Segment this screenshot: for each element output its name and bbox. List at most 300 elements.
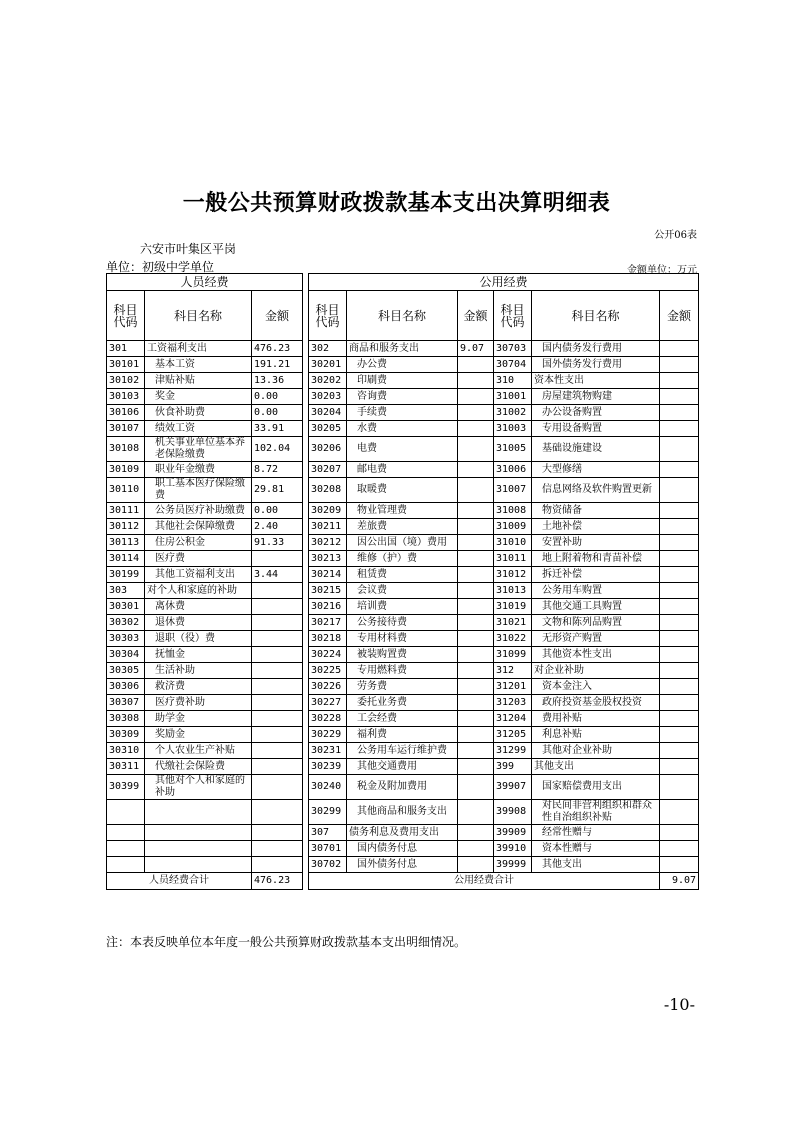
item-name bbox=[145, 841, 252, 857]
item-code: 31002 bbox=[494, 405, 532, 421]
item-code: 31022 bbox=[494, 631, 532, 647]
item-name: 文物和陈列品购置 bbox=[532, 615, 660, 631]
item-code: 30108 bbox=[107, 437, 145, 462]
item-name: 政府投资基金股权投资 bbox=[532, 695, 660, 711]
table-row bbox=[107, 551, 699, 567]
table-row bbox=[107, 503, 699, 519]
item-name: 伙食补助费 bbox=[145, 405, 252, 421]
item-code: 30207 bbox=[309, 462, 347, 478]
table-row bbox=[107, 567, 699, 583]
item-name: 对个人和家庭的补助 bbox=[145, 583, 252, 599]
item-name: 拆迁补偿 bbox=[532, 567, 660, 583]
table-row bbox=[107, 841, 699, 857]
item-amount bbox=[660, 727, 699, 743]
table-row bbox=[107, 437, 699, 462]
item-amount bbox=[458, 679, 494, 695]
item-code: 31299 bbox=[494, 743, 532, 759]
item-name: 公务员医疗补助缴费 bbox=[145, 503, 252, 519]
item-code: 30225 bbox=[309, 663, 347, 679]
table-row bbox=[107, 663, 699, 679]
item-code: 30231 bbox=[309, 743, 347, 759]
section-personnel-header: 人员经费 bbox=[107, 274, 303, 291]
table-row bbox=[107, 857, 699, 873]
item-name: 地上附着物和青苗补偿 bbox=[532, 551, 660, 567]
item-code: 30106 bbox=[107, 405, 145, 421]
item-code: 30704 bbox=[494, 357, 532, 373]
item-amount bbox=[252, 599, 303, 615]
item-amount bbox=[660, 519, 699, 535]
item-name: 其他交通费用 bbox=[347, 759, 458, 775]
table-row bbox=[107, 535, 699, 551]
item-name: 被装购置费 bbox=[347, 647, 458, 663]
item-code: 30307 bbox=[107, 695, 145, 711]
item-name bbox=[145, 800, 252, 825]
item-amount bbox=[458, 478, 494, 503]
item-name: 信息网络及软件购置更新 bbox=[532, 478, 660, 503]
item-amount bbox=[458, 857, 494, 873]
item-name: 公务用车运行维护费 bbox=[347, 743, 458, 759]
item-name: 生活补助 bbox=[145, 663, 252, 679]
item-name: 其他支出 bbox=[532, 759, 660, 775]
item-code: 30301 bbox=[107, 599, 145, 615]
item-amount bbox=[660, 583, 699, 599]
item-amount bbox=[458, 519, 494, 535]
item-code: 30306 bbox=[107, 679, 145, 695]
item-amount bbox=[252, 727, 303, 743]
item-amount bbox=[458, 583, 494, 599]
total-public-amount: 9.07 bbox=[660, 873, 699, 890]
item-amount bbox=[458, 567, 494, 583]
item-name: 税金及附加费用 bbox=[347, 775, 458, 800]
item-name: 绩效工资 bbox=[145, 421, 252, 437]
item-amount: 0.00 bbox=[252, 405, 303, 421]
item-code: 31205 bbox=[494, 727, 532, 743]
item-amount: 0.00 bbox=[252, 389, 303, 405]
table-row bbox=[107, 743, 699, 759]
item-code: 30199 bbox=[107, 567, 145, 583]
item-amount bbox=[458, 841, 494, 857]
item-name: 电费 bbox=[347, 437, 458, 462]
item-name: 国家赔偿费用支出 bbox=[532, 775, 660, 800]
col-header-name: 科目名称 bbox=[532, 291, 660, 341]
table-row bbox=[107, 631, 699, 647]
item-name: 会议费 bbox=[347, 583, 458, 599]
money-unit-label: 金额单位：万元 bbox=[627, 265, 697, 276]
item-code: 30308 bbox=[107, 711, 145, 727]
item-amount bbox=[660, 647, 699, 663]
item-code: 30201 bbox=[309, 357, 347, 373]
item-amount bbox=[660, 567, 699, 583]
item-code: 31013 bbox=[494, 583, 532, 599]
item-amount bbox=[252, 551, 303, 567]
item-code: 307 bbox=[309, 825, 347, 841]
item-amount bbox=[660, 462, 699, 478]
item-name: 租赁费 bbox=[347, 567, 458, 583]
footnote: 注：本表反映单位本年度一般公共预算财政拨款基本支出明细情况。 bbox=[106, 935, 467, 949]
item-name: 救济费 bbox=[145, 679, 252, 695]
item-code: 30110 bbox=[107, 478, 145, 503]
item-amount bbox=[458, 727, 494, 743]
item-code: 31010 bbox=[494, 535, 532, 551]
item-code: 30111 bbox=[107, 503, 145, 519]
item-name: 国外债务付息 bbox=[347, 857, 458, 873]
item-amount bbox=[660, 373, 699, 389]
item-code: 301 bbox=[107, 341, 145, 357]
item-name: 工资福利支出 bbox=[145, 341, 252, 357]
item-amount bbox=[252, 841, 303, 857]
item-name: 住房公积金 bbox=[145, 535, 252, 551]
item-amount: 9.07 bbox=[458, 341, 494, 357]
item-amount bbox=[660, 599, 699, 615]
item-amount bbox=[458, 389, 494, 405]
item-name: 商品和服务支出 bbox=[347, 341, 458, 357]
item-code: 302 bbox=[309, 341, 347, 357]
item-code: 31201 bbox=[494, 679, 532, 695]
col-header-code: 科目代码 bbox=[494, 291, 532, 341]
item-amount bbox=[660, 679, 699, 695]
item-name: 房屋建筑物购建 bbox=[532, 389, 660, 405]
item-amount bbox=[458, 800, 494, 825]
item-name: 办公设备购置 bbox=[532, 405, 660, 421]
item-name: 邮电费 bbox=[347, 462, 458, 478]
item-amount bbox=[458, 405, 494, 421]
item-code: 31001 bbox=[494, 389, 532, 405]
item-code: 30217 bbox=[309, 615, 347, 631]
item-name: 费用补贴 bbox=[532, 711, 660, 727]
item-name: 因公出国（境）费用 bbox=[347, 535, 458, 551]
item-code: 30212 bbox=[309, 535, 347, 551]
region-label: 六安市叶集区平岗 bbox=[140, 242, 237, 256]
item-code: 31099 bbox=[494, 647, 532, 663]
item-amount bbox=[252, 647, 303, 663]
item-code: 30701 bbox=[309, 841, 347, 857]
item-amount: 8.72 bbox=[252, 462, 303, 478]
item-code: 30240 bbox=[309, 775, 347, 800]
table-row bbox=[107, 478, 699, 503]
section-public-header: 公用经费 bbox=[309, 274, 699, 291]
item-amount bbox=[458, 437, 494, 462]
item-amount bbox=[660, 437, 699, 462]
item-name: 公务接待费 bbox=[347, 615, 458, 631]
item-name: 手续费 bbox=[347, 405, 458, 421]
item-code: 31009 bbox=[494, 519, 532, 535]
table-row bbox=[107, 341, 699, 357]
col-header-code: 科目代码 bbox=[107, 291, 145, 341]
item-code: 30209 bbox=[309, 503, 347, 519]
item-amount bbox=[660, 695, 699, 711]
item-code: 30205 bbox=[309, 421, 347, 437]
item-amount bbox=[252, 695, 303, 711]
item-amount bbox=[660, 341, 699, 357]
page-number: -10- bbox=[663, 995, 695, 1014]
item-amount bbox=[660, 615, 699, 631]
item-code bbox=[107, 800, 145, 825]
item-code: 30305 bbox=[107, 663, 145, 679]
item-code: 31005 bbox=[494, 437, 532, 462]
item-code: 39908 bbox=[494, 800, 532, 825]
item-code: 31007 bbox=[494, 478, 532, 503]
item-name: 专用材料费 bbox=[347, 631, 458, 647]
table-row bbox=[107, 679, 699, 695]
item-code: 30202 bbox=[309, 373, 347, 389]
item-code: 30309 bbox=[107, 727, 145, 743]
item-name: 差旅费 bbox=[347, 519, 458, 535]
item-name: 安置补助 bbox=[532, 535, 660, 551]
item-name: 利息补贴 bbox=[532, 727, 660, 743]
item-amount bbox=[458, 647, 494, 663]
item-code bbox=[107, 825, 145, 841]
item-code: 31011 bbox=[494, 551, 532, 567]
item-name: 抚恤金 bbox=[145, 647, 252, 663]
col-header-name: 科目名称 bbox=[347, 291, 458, 341]
item-name: 资本性支出 bbox=[532, 373, 660, 389]
item-amount bbox=[252, 775, 303, 800]
item-amount bbox=[458, 663, 494, 679]
item-amount bbox=[458, 599, 494, 615]
item-code bbox=[107, 857, 145, 873]
item-amount: 13.36 bbox=[252, 373, 303, 389]
item-amount bbox=[458, 373, 494, 389]
item-amount bbox=[660, 759, 699, 775]
item-name: 委托业务费 bbox=[347, 695, 458, 711]
unit-label: 单位：初级中学单位 bbox=[106, 260, 215, 274]
item-name: 其他交通工具购置 bbox=[532, 599, 660, 615]
item-amount bbox=[458, 759, 494, 775]
table-row bbox=[107, 825, 699, 841]
item-code: 30311 bbox=[107, 759, 145, 775]
table-row bbox=[107, 389, 699, 405]
total-row bbox=[107, 873, 699, 890]
table-row bbox=[107, 583, 699, 599]
item-name: 维修（护）费 bbox=[347, 551, 458, 567]
item-name: 劳务费 bbox=[347, 679, 458, 695]
item-name: 土地补偿 bbox=[532, 519, 660, 535]
item-name: 取暖费 bbox=[347, 478, 458, 503]
item-code: 30303 bbox=[107, 631, 145, 647]
item-amount bbox=[252, 631, 303, 647]
item-code: 31012 bbox=[494, 567, 532, 583]
item-amount bbox=[252, 759, 303, 775]
item-amount bbox=[660, 357, 699, 373]
item-name: 国外债务发行费用 bbox=[532, 357, 660, 373]
item-name: 离休费 bbox=[145, 599, 252, 615]
item-code: 30211 bbox=[309, 519, 347, 535]
item-amount bbox=[458, 503, 494, 519]
item-amount bbox=[252, 825, 303, 841]
item-code: 30310 bbox=[107, 743, 145, 759]
item-amount bbox=[252, 615, 303, 631]
item-name bbox=[145, 825, 252, 841]
item-code: 310 bbox=[494, 373, 532, 389]
item-name: 专用设备购置 bbox=[532, 421, 660, 437]
total-public-label: 公用经费合计 bbox=[309, 873, 660, 890]
item-name: 基础设施建设 bbox=[532, 437, 660, 462]
item-code: 30203 bbox=[309, 389, 347, 405]
item-amount bbox=[252, 743, 303, 759]
item-name: 其他对个人和家庭的补助 bbox=[145, 775, 252, 800]
item-code: 30107 bbox=[107, 421, 145, 437]
item-code: 30302 bbox=[107, 615, 145, 631]
item-name: 无形资产购置 bbox=[532, 631, 660, 647]
table-row bbox=[107, 800, 699, 825]
item-amount bbox=[458, 711, 494, 727]
item-name: 津贴补贴 bbox=[145, 373, 252, 389]
item-code: 30229 bbox=[309, 727, 347, 743]
item-amount: 0.00 bbox=[252, 503, 303, 519]
item-name: 退休费 bbox=[145, 615, 252, 631]
item-amount bbox=[458, 421, 494, 437]
item-code: 30213 bbox=[309, 551, 347, 567]
item-name: 水费 bbox=[347, 421, 458, 437]
item-amount bbox=[458, 631, 494, 647]
item-amount bbox=[458, 615, 494, 631]
item-name: 国内债务付息 bbox=[347, 841, 458, 857]
item-code: 30114 bbox=[107, 551, 145, 567]
item-name: 国内债务发行费用 bbox=[532, 341, 660, 357]
table-row bbox=[107, 421, 699, 437]
item-code: 30109 bbox=[107, 462, 145, 478]
total-personnel-label: 人员经费合计 bbox=[107, 873, 252, 890]
item-code: 30216 bbox=[309, 599, 347, 615]
table-row bbox=[107, 405, 699, 421]
item-code: 31204 bbox=[494, 711, 532, 727]
item-name: 助学金 bbox=[145, 711, 252, 727]
item-name: 其他支出 bbox=[532, 857, 660, 873]
item-amount bbox=[458, 775, 494, 800]
item-code: 39907 bbox=[494, 775, 532, 800]
item-amount bbox=[660, 743, 699, 759]
item-code: 39910 bbox=[494, 841, 532, 857]
item-amount bbox=[252, 800, 303, 825]
item-code: 30304 bbox=[107, 647, 145, 663]
item-name: 物资储备 bbox=[532, 503, 660, 519]
item-name: 职工基本医疗保险缴费 bbox=[145, 478, 252, 503]
item-code: 30208 bbox=[309, 478, 347, 503]
table-row bbox=[107, 519, 699, 535]
table-row bbox=[107, 727, 699, 743]
table-row bbox=[107, 695, 699, 711]
item-amount bbox=[660, 841, 699, 857]
item-amount bbox=[660, 800, 699, 825]
item-name: 奖金 bbox=[145, 389, 252, 405]
item-code: 30214 bbox=[309, 567, 347, 583]
col-header-amount: 金额 bbox=[458, 291, 494, 341]
item-name: 培训费 bbox=[347, 599, 458, 615]
item-code: 303 bbox=[107, 583, 145, 599]
col-header-name: 科目名称 bbox=[145, 291, 252, 341]
item-code: 30103 bbox=[107, 389, 145, 405]
form-number: 公开06表 bbox=[654, 230, 697, 241]
item-code: 30226 bbox=[309, 679, 347, 695]
item-code: 30299 bbox=[309, 800, 347, 825]
item-amount bbox=[660, 857, 699, 873]
item-name: 资本性赠与 bbox=[532, 841, 660, 857]
item-code: 30228 bbox=[309, 711, 347, 727]
item-name: 职业年金缴费 bbox=[145, 462, 252, 478]
item-name: 福利费 bbox=[347, 727, 458, 743]
item-name: 咨询费 bbox=[347, 389, 458, 405]
item-amount: 33.91 bbox=[252, 421, 303, 437]
item-amount bbox=[660, 663, 699, 679]
item-code: 39999 bbox=[494, 857, 532, 873]
item-code: 31021 bbox=[494, 615, 532, 631]
item-code bbox=[107, 841, 145, 857]
item-code: 30102 bbox=[107, 373, 145, 389]
item-amount bbox=[660, 551, 699, 567]
item-amount bbox=[458, 357, 494, 373]
item-name: 医疗费 bbox=[145, 551, 252, 567]
item-code: 30227 bbox=[309, 695, 347, 711]
total-personnel-amount: 476.23 bbox=[252, 873, 303, 890]
item-amount bbox=[660, 631, 699, 647]
table-row bbox=[107, 462, 699, 478]
item-name: 对民间非营利组织和群众性自治组织补贴 bbox=[532, 800, 660, 825]
table-row bbox=[107, 647, 699, 663]
item-code: 39909 bbox=[494, 825, 532, 841]
item-name: 退职（役）费 bbox=[145, 631, 252, 647]
item-amount bbox=[458, 535, 494, 551]
item-code: 30239 bbox=[309, 759, 347, 775]
item-code: 30702 bbox=[309, 857, 347, 873]
expenditure-table bbox=[106, 273, 699, 890]
table-row bbox=[107, 759, 699, 775]
item-name: 工会经费 bbox=[347, 711, 458, 727]
item-code: 30399 bbox=[107, 775, 145, 800]
item-amount bbox=[458, 825, 494, 841]
item-code: 30113 bbox=[107, 535, 145, 551]
item-amount bbox=[660, 775, 699, 800]
item-code: 30101 bbox=[107, 357, 145, 373]
item-code: 31203 bbox=[494, 695, 532, 711]
item-code: 312 bbox=[494, 663, 532, 679]
item-name: 其他工资福利支出 bbox=[145, 567, 252, 583]
item-name: 其他资本性支出 bbox=[532, 647, 660, 663]
item-amount: 476.23 bbox=[252, 341, 303, 357]
item-code: 30218 bbox=[309, 631, 347, 647]
table-row bbox=[107, 775, 699, 800]
item-name: 公务用车购置 bbox=[532, 583, 660, 599]
col-header-amount: 金额 bbox=[252, 291, 303, 341]
item-name: 办公费 bbox=[347, 357, 458, 373]
item-amount bbox=[458, 462, 494, 478]
item-code: 30224 bbox=[309, 647, 347, 663]
item-amount bbox=[660, 405, 699, 421]
item-name: 对企业补助 bbox=[532, 663, 660, 679]
item-amount bbox=[458, 743, 494, 759]
item-name: 物业管理费 bbox=[347, 503, 458, 519]
item-amount bbox=[660, 825, 699, 841]
item-name: 印刷费 bbox=[347, 373, 458, 389]
item-amount: 29.81 bbox=[252, 478, 303, 503]
item-code: 399 bbox=[494, 759, 532, 775]
item-name: 机关事业单位基本养老保险缴费 bbox=[145, 437, 252, 462]
item-name: 其他对企业补助 bbox=[532, 743, 660, 759]
item-amount bbox=[660, 535, 699, 551]
item-amount bbox=[660, 503, 699, 519]
item-amount bbox=[660, 421, 699, 437]
item-name: 个人农业生产补贴 bbox=[145, 743, 252, 759]
item-amount: 102.04 bbox=[252, 437, 303, 462]
item-amount bbox=[660, 478, 699, 503]
item-code: 30703 bbox=[494, 341, 532, 357]
item-amount bbox=[252, 857, 303, 873]
item-name: 专用燃料费 bbox=[347, 663, 458, 679]
table-row bbox=[107, 357, 699, 373]
item-name bbox=[145, 857, 252, 873]
col-header-code: 科目代码 bbox=[309, 291, 347, 341]
item-code: 31008 bbox=[494, 503, 532, 519]
item-name: 大型修缮 bbox=[532, 462, 660, 478]
